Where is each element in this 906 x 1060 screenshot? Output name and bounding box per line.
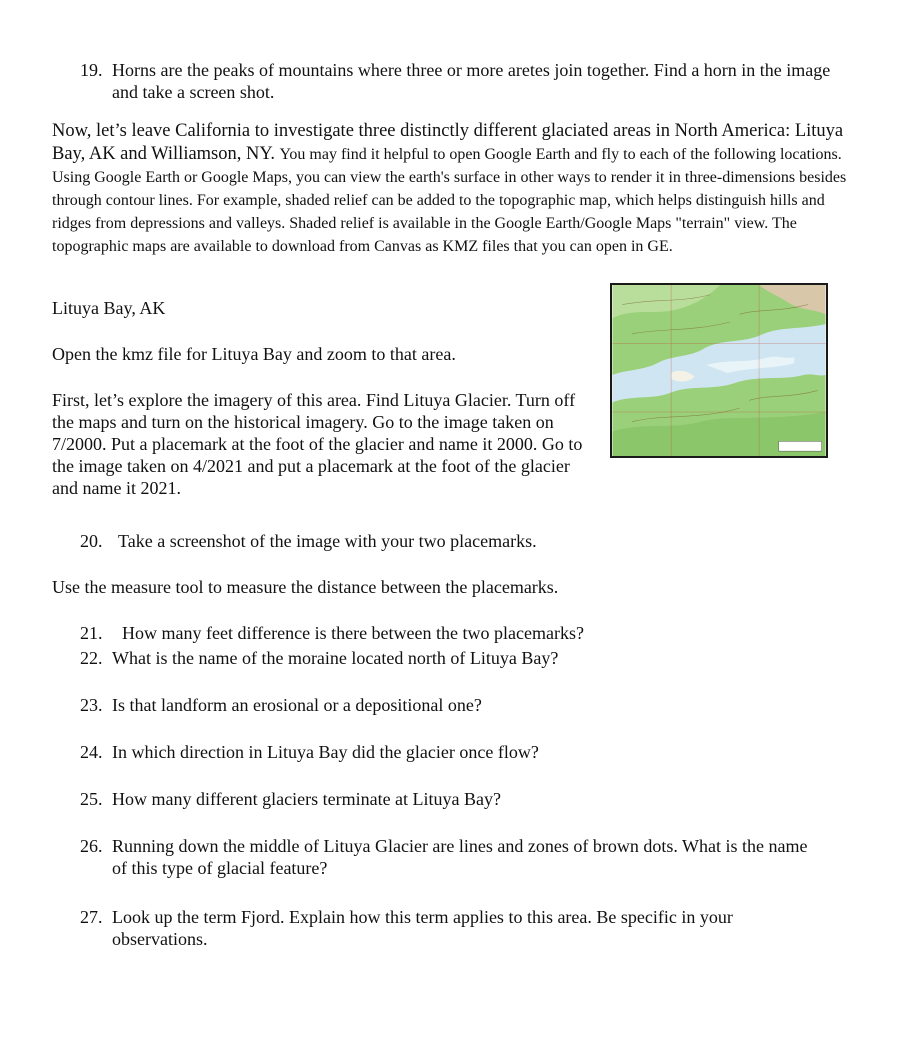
question-text: What is the name of the moraine located north of Lituya Bay?: [112, 648, 559, 668]
intro-rest: You may find it helpful to open Google Earth and fly to each of the following locations. Using Google Earth or Google Maps, you can view the earth's surface in other ways to render it in three-dimensions besides through contour lines. For example, shaded relief can be added to the topographic map, which helps distinguish hills and ridges from depressions and valleys. Shaded relief is available in the Google Earth/Google Maps "terrain" view. The topographic maps are available to download from Canvas as KMZ files that you can open in GE.: [52, 146, 847, 255]
question-text: Horns are the peaks of mountains where three or more aretes join together. Find a horn in the image and take a screen shot.: [112, 60, 831, 102]
question-number: 22.: [80, 648, 103, 668]
intro-paragraph: [52, 119, 852, 257]
intro-line-1: Now, let’s leave California to investigate three distinctly different glaciated areas in North America: Lituya Bay, AK and Williamson, NY.: [52, 121, 844, 164]
question-number: 21.: [80, 623, 103, 643]
question-21: [80, 622, 840, 644]
question-19: [80, 59, 840, 103]
question-27: [80, 906, 840, 950]
instruction-measure: Use the measure tool to measure the distance between the placemarks.: [52, 577, 559, 597]
topographic-map-image: [610, 283, 828, 458]
question-26: [80, 835, 840, 879]
question-number: 23.: [80, 695, 103, 715]
question-number: 19.: [80, 60, 103, 80]
question-text: Running down the middle of Lituya Glacier are lines and zones of brown dots. What is the name of this type of glacial feature?: [112, 836, 808, 878]
question-text: Look up the term Fjord. Explain how this term applies to this area. Be specific in your observations.: [112, 907, 733, 949]
question-number: 24.: [80, 742, 103, 762]
question-text: How many feet difference is there between the two placemarks?: [122, 623, 584, 643]
question-text: Is that landform an erosional or a depositional one?: [112, 695, 482, 715]
question-23: [80, 694, 840, 716]
instruction-imagery: First, let’s explore the imagery of this area. Find Lituya Glacier. Turn off the maps and turn on the historical imagery. Go to the image taken on 7/2000. Put a placemark at the foot of the glacier and name it 2000. Go to the image taken on 4/2021 and put a placemark at the foot of the glacier and name it 2021.: [52, 390, 583, 498]
lituya-bay-map-graphic: [612, 285, 826, 456]
question-number: 20.: [80, 531, 103, 551]
instruction-open-kmz: Open the kmz file for Lituya Bay and zoom to that area.: [52, 344, 456, 364]
question-text: Take a screenshot of the image with your two placemarks.: [118, 531, 537, 551]
question-number: 27.: [80, 907, 103, 927]
question-number: 25.: [80, 789, 103, 809]
question-20: [80, 530, 840, 552]
question-text: In which direction in Lituya Bay did the glacier once flow?: [112, 742, 539, 762]
section-heading: Lituya Bay, AK: [52, 298, 166, 318]
question-number: 26.: [80, 836, 103, 856]
map-legend-box: [779, 441, 822, 451]
question-text: How many different glaciers terminate at Lituya Bay?: [112, 789, 502, 809]
question-25: [80, 788, 840, 810]
question-22: [80, 647, 840, 669]
question-24: [80, 741, 840, 763]
